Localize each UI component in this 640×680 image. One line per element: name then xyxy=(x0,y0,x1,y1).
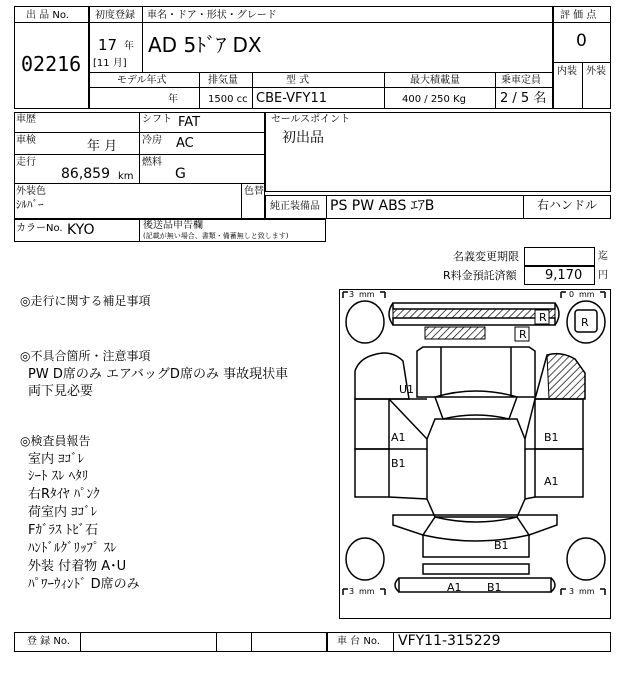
car-diagram xyxy=(339,289,611,619)
lot-number: 02216 xyxy=(21,52,82,76)
grade-label: 評 価 点 xyxy=(560,10,597,21)
model-label: 車名・ドア・形状・グレード xyxy=(147,10,277,21)
chassis-label: 車 台 No. xyxy=(337,636,380,647)
repaint-label: 色替 xyxy=(244,186,264,197)
inspector-line: Fｶﾞﾗｽ ﾄﾋﾞ石 xyxy=(28,523,99,538)
inspector-line: 室内 ﾖｺﾞﾚ xyxy=(28,452,85,467)
reg-year: 17 xyxy=(98,36,118,54)
lot-label: 出 品 No. xyxy=(26,10,69,21)
name-change-label: 名義変更期限 xyxy=(453,250,519,263)
mark-wheel-r: R xyxy=(581,316,589,329)
defect-line: 両下見必要 xyxy=(28,384,94,399)
exterior-label: 外装 xyxy=(586,66,606,77)
corner-br-unit: mm xyxy=(579,587,595,596)
reg-month: [11 月] xyxy=(93,58,127,69)
grade-value: 0 xyxy=(576,31,587,51)
registration-label: 登 録 No. xyxy=(27,636,70,647)
defect-notes-title: ◎不具合箇所・注意事項 xyxy=(20,349,151,363)
inspection-value: 年 月 xyxy=(87,139,118,154)
inspection-label: 車検 xyxy=(16,135,36,146)
interior-label: 内装 xyxy=(557,66,577,77)
mark-right-a1: A1 xyxy=(544,475,559,488)
displacement-label: 排気量 xyxy=(208,75,238,86)
name-change-unit: 迄 xyxy=(598,251,608,262)
color-no-label: カラーNo. xyxy=(16,223,63,234)
inspector-line: 外装 付着物 A･U xyxy=(28,559,127,574)
handle-value: 右ハンドル xyxy=(537,198,598,212)
inspector-line: 荷室内 ﾖｺﾞﾚ xyxy=(28,505,98,520)
first-reg-label: 初度登録 xyxy=(95,10,135,21)
inspector-line: ｼｰﾄ ｽﾚ ﾍﾀﾘ xyxy=(28,469,89,484)
equipment-label: 純正装備品 xyxy=(270,201,320,212)
fuel-value: G xyxy=(175,166,186,182)
equipment-value: PS PW ABS ｴｱB xyxy=(330,198,435,214)
mark-right-b1: B1 xyxy=(544,431,559,444)
capacity-value: 2 / 5 名 xyxy=(500,91,547,106)
inspector-line: 右Rﾀｲﾔ ﾊﾟﾝｸ xyxy=(28,487,100,502)
color-label: 外装色 xyxy=(16,186,46,197)
history-label: 車歴 xyxy=(16,114,36,125)
mark-left-b1: B1 xyxy=(391,457,406,470)
color-no-value: KYO xyxy=(67,222,95,238)
ac-label: 冷房 xyxy=(142,135,162,146)
aftermarket-note: (記載が無い場合、書類・備蓄無しと致します) xyxy=(143,232,289,240)
model-year-label: モデル年式 xyxy=(117,75,167,86)
corner-bl-unit: mm xyxy=(359,587,375,596)
corner-tr-value: 0 xyxy=(569,290,575,299)
recycle-unit: 円 xyxy=(598,270,608,281)
sales-label: セールスポイント xyxy=(271,114,351,125)
fuel-label: 燃料 xyxy=(142,157,162,168)
type-label: 型 式 xyxy=(286,75,310,86)
aftermarket-label: 後送品申告欄 xyxy=(143,220,203,231)
max-load-label: 最大積載量 xyxy=(410,75,460,86)
driving-notes-title: ◎走行に関する補足事項 xyxy=(20,294,151,308)
mark-rear-b1: B1 xyxy=(487,581,502,594)
type-value: CBE-VFY11 xyxy=(256,91,327,106)
inspector-line: ﾊﾝﾄﾞﾙｸﾞﾘｯﾌﾟ ｽﾚ xyxy=(28,541,117,556)
mileage-unit: km xyxy=(118,171,134,182)
shift-value: FAT xyxy=(178,115,201,130)
displacement-value: 1500 cc xyxy=(208,94,248,105)
corner-tl-value: 3 xyxy=(349,290,355,299)
mark-left-a1: A1 xyxy=(391,431,406,444)
mark-rear-a1: A1 xyxy=(447,581,462,594)
model-year-unit: 年 xyxy=(168,94,178,105)
max-load-value: 400 / 250 Kg xyxy=(402,94,466,105)
shift-label: シフト xyxy=(142,114,172,125)
defect-line: PW D席のみ エアバッグD席のみ 事故現状車 xyxy=(28,367,289,382)
inspector-line: ﾊﾟﾜｰｳｨﾝﾄﾞ D席のみ xyxy=(28,577,140,592)
corner-tr-unit: mm xyxy=(579,290,595,299)
mileage-label: 走行 xyxy=(16,157,36,168)
recycle-label: R料金預託済額 xyxy=(443,269,517,282)
ac-value: AC xyxy=(176,136,194,151)
mark-bumper-r: R xyxy=(539,311,547,324)
mark-hood-r: R xyxy=(519,328,527,341)
corner-tl-unit: mm xyxy=(359,290,375,299)
car-name: AD 5ﾄﾞｱ DX xyxy=(148,33,262,57)
corner-br-value: 3 xyxy=(569,587,575,596)
corner-bl-value: 3 xyxy=(349,587,355,596)
color-value: ｼﾙﾊﾞｰ xyxy=(16,198,44,211)
mark-u1: U1 xyxy=(399,383,415,396)
mark-trunk-b1: B1 xyxy=(494,539,509,552)
name-change-box xyxy=(524,247,595,266)
mileage-value: 86,859 xyxy=(61,166,110,182)
recycle-value: 9,170 xyxy=(545,268,583,283)
chassis-value: VFY11-315229 xyxy=(398,633,501,649)
capacity-label: 乗車定員 xyxy=(501,75,541,86)
sales-value: 初出品 xyxy=(282,130,324,146)
inspector-notes-title: ◎検査員報告 xyxy=(20,434,91,448)
reg-year-unit: 年 xyxy=(124,41,134,52)
